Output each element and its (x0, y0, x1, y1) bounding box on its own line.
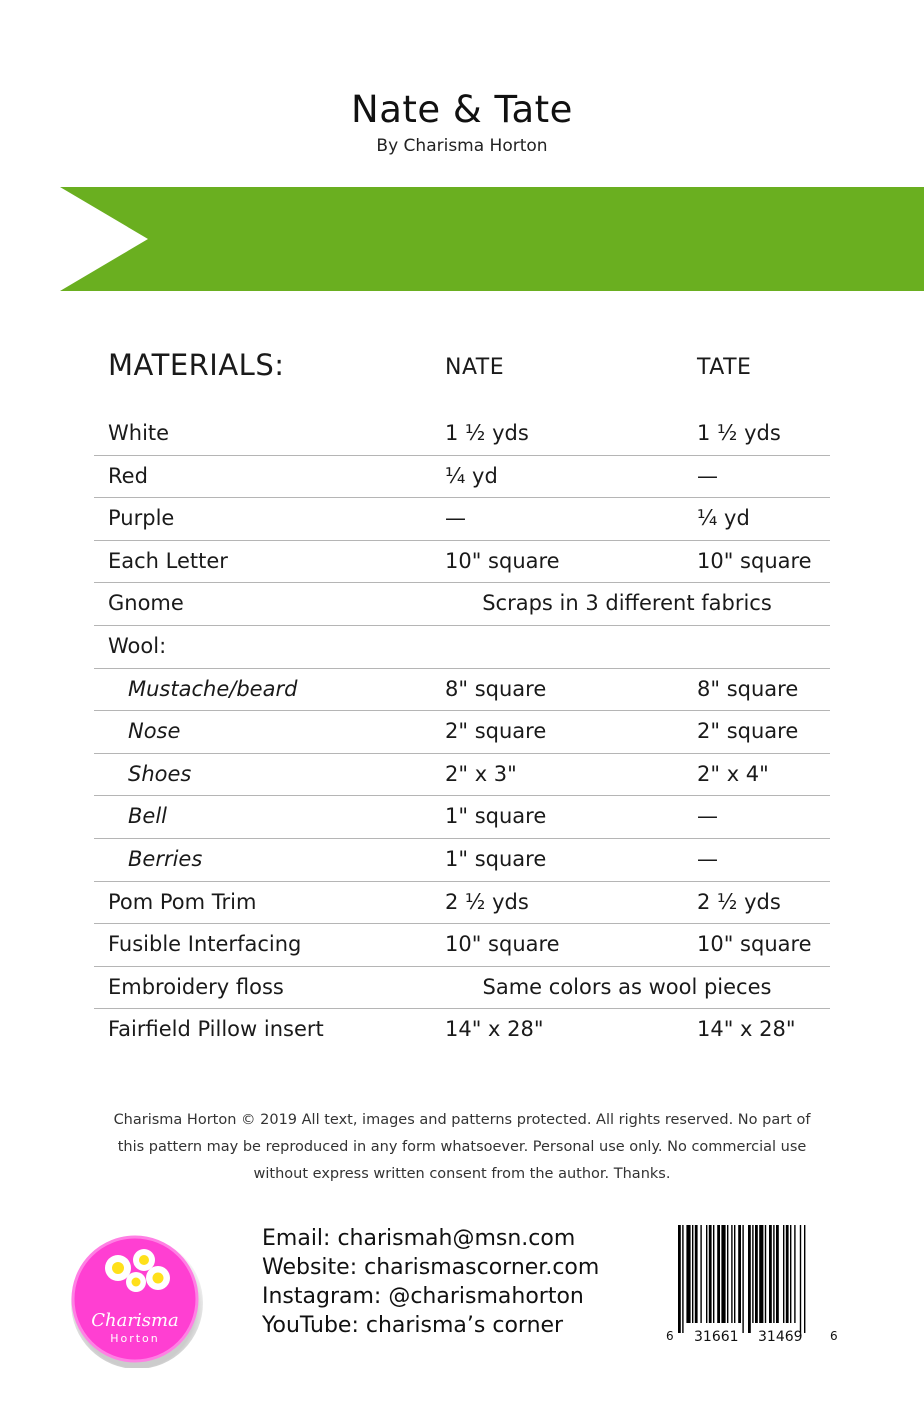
item-label: Shoes (128, 761, 192, 786)
table-row (94, 541, 830, 584)
item-label: Gnome (108, 591, 184, 616)
copyright-line: this pattern may be reproduced in any form whatsoever. Personal use only. No commercial use (117, 1139, 807, 1155)
contact-info (262, 1224, 599, 1340)
barcode-digit: 6 (830, 1329, 838, 1343)
barcode-bar (786, 1225, 789, 1323)
nate-value: 2" x 3" (445, 761, 517, 786)
logo-surname: Horton (110, 1332, 160, 1345)
materials-heading: MATERIALS: (108, 348, 285, 382)
barcode-bar (738, 1225, 741, 1323)
tate-value: 1 ½ yds (697, 421, 781, 445)
contact-youtube: YouTube: charisma’s corner (262, 1313, 564, 1338)
materials-table (94, 413, 830, 1052)
nate-value: 1" square (445, 846, 547, 871)
barcode-bar (678, 1225, 681, 1333)
tate-value: ¼ yd (697, 506, 750, 531)
copyright-line: Charisma Horton © 2019 All text, images and patterns protected. All rights reserved. No part of (113, 1112, 811, 1128)
barcode-bar (800, 1225, 801, 1333)
barcode-bar (706, 1225, 707, 1323)
item-label: Red (108, 463, 148, 488)
barcode-bar (794, 1225, 795, 1323)
item-label: Nose (128, 719, 181, 744)
barcode-bar (727, 1225, 728, 1323)
table-row (94, 796, 830, 839)
barcode-bar (752, 1225, 753, 1323)
contact-instagram: Instagram: @charismahorton (262, 1284, 584, 1309)
table-row (94, 1009, 830, 1052)
barcode-bar (773, 1225, 774, 1323)
barcode-bar (742, 1225, 743, 1333)
item-label: Bell (128, 804, 167, 829)
nate-value: 2 ½ yds (445, 889, 529, 914)
tate-value: — (697, 846, 718, 871)
item-label: Pom Pom Trim (108, 889, 257, 914)
barcode-bar (731, 1225, 732, 1323)
table-row (94, 882, 830, 925)
nate-value: 10" square (445, 932, 560, 957)
barcode-bar (709, 1225, 712, 1323)
barcode-bar (682, 1225, 683, 1333)
table-row (94, 669, 830, 712)
barcode-bar (717, 1225, 720, 1323)
nate-value: 8" square (445, 676, 547, 701)
barcode-bar (755, 1225, 758, 1323)
tate-value: — (697, 463, 718, 488)
nate-value: — (445, 506, 466, 531)
barcode-bar (695, 1225, 698, 1323)
nate-value: ¼ yd (445, 463, 498, 488)
barcode-bar (692, 1225, 693, 1323)
barcode-bar (686, 1225, 690, 1323)
nate-value: 1 ½ yds (445, 421, 529, 445)
item-label: Embroidery floss (108, 974, 284, 999)
pattern-title: Nate & Tate (351, 88, 573, 131)
item-label: Fairfield Pillow insert (108, 1017, 324, 1042)
table-row (94, 711, 830, 754)
nate-value: 1" square (445, 804, 547, 829)
barcode-bar (734, 1225, 735, 1323)
table-row (94, 967, 830, 1010)
barcode-bar (804, 1225, 805, 1333)
copyright-line: without express written consent from the author. Thanks. (253, 1166, 671, 1182)
shared-value: Scraps in 3 different fabrics (482, 591, 772, 616)
item-label: Wool: (108, 633, 167, 658)
barcode-digit: 31469 (758, 1329, 803, 1345)
materials-header (0, 348, 924, 388)
charisma-horton-logo (66, 1230, 204, 1368)
table-row (94, 456, 830, 499)
nate-value: 2" square (445, 719, 547, 744)
contact-website: Website: charismascorner.com (262, 1255, 600, 1280)
barcode-bar (721, 1225, 725, 1323)
item-label: White (108, 421, 170, 445)
barcode (664, 1225, 842, 1347)
table-row (94, 583, 830, 626)
shared-value: Same colors as wool pieces (482, 974, 772, 999)
barcode-bars-icon (664, 1225, 842, 1333)
tate-value: 2 ½ yds (697, 889, 781, 914)
barcode-bar (713, 1225, 714, 1323)
table-row (94, 498, 830, 541)
barcode-bar (748, 1225, 751, 1333)
logo-name: Charisma (91, 1310, 179, 1331)
item-label: Berries (128, 846, 203, 871)
nate-value: 10" square (445, 548, 560, 573)
barcode-bar (776, 1225, 779, 1323)
author-byline: By Charisma Horton (376, 136, 548, 156)
barcode-bar (783, 1225, 784, 1323)
item-label: Mustache/beard (128, 676, 298, 701)
table-row (94, 754, 830, 797)
tate-value: 14" x 28" (697, 1017, 796, 1042)
tate-value: — (697, 804, 718, 829)
table-row (94, 924, 830, 967)
tate-value: 10" square (697, 932, 812, 957)
barcode-bar (700, 1225, 701, 1323)
contact-email: Email: charismah@msn.com (262, 1226, 576, 1251)
barcode-digit: 6 (666, 1329, 674, 1343)
item-label: Fusible Interfacing (108, 932, 302, 957)
column-nate: NATE (445, 355, 505, 380)
column-tate: TATE (697, 355, 752, 380)
barcode-bar (759, 1225, 763, 1323)
tate-value: 2" square (697, 719, 799, 744)
table-row (94, 413, 830, 456)
table-row (94, 626, 830, 669)
green-banner (0, 187, 924, 291)
tate-value: 8" square (697, 676, 799, 701)
tate-value: 2" x 4" (697, 761, 769, 786)
copyright-notice (92, 1107, 832, 1188)
barcode-bar (790, 1225, 791, 1323)
table-row (94, 839, 830, 882)
barcode-bar (769, 1225, 772, 1323)
tate-value: 10" square (697, 548, 812, 573)
item-label: Each Letter (108, 548, 228, 573)
barcode-bar (765, 1225, 766, 1323)
nate-value: 14" x 28" (445, 1017, 544, 1042)
barcode-digit: 31661 (694, 1329, 739, 1345)
item-label: Purple (108, 506, 175, 531)
